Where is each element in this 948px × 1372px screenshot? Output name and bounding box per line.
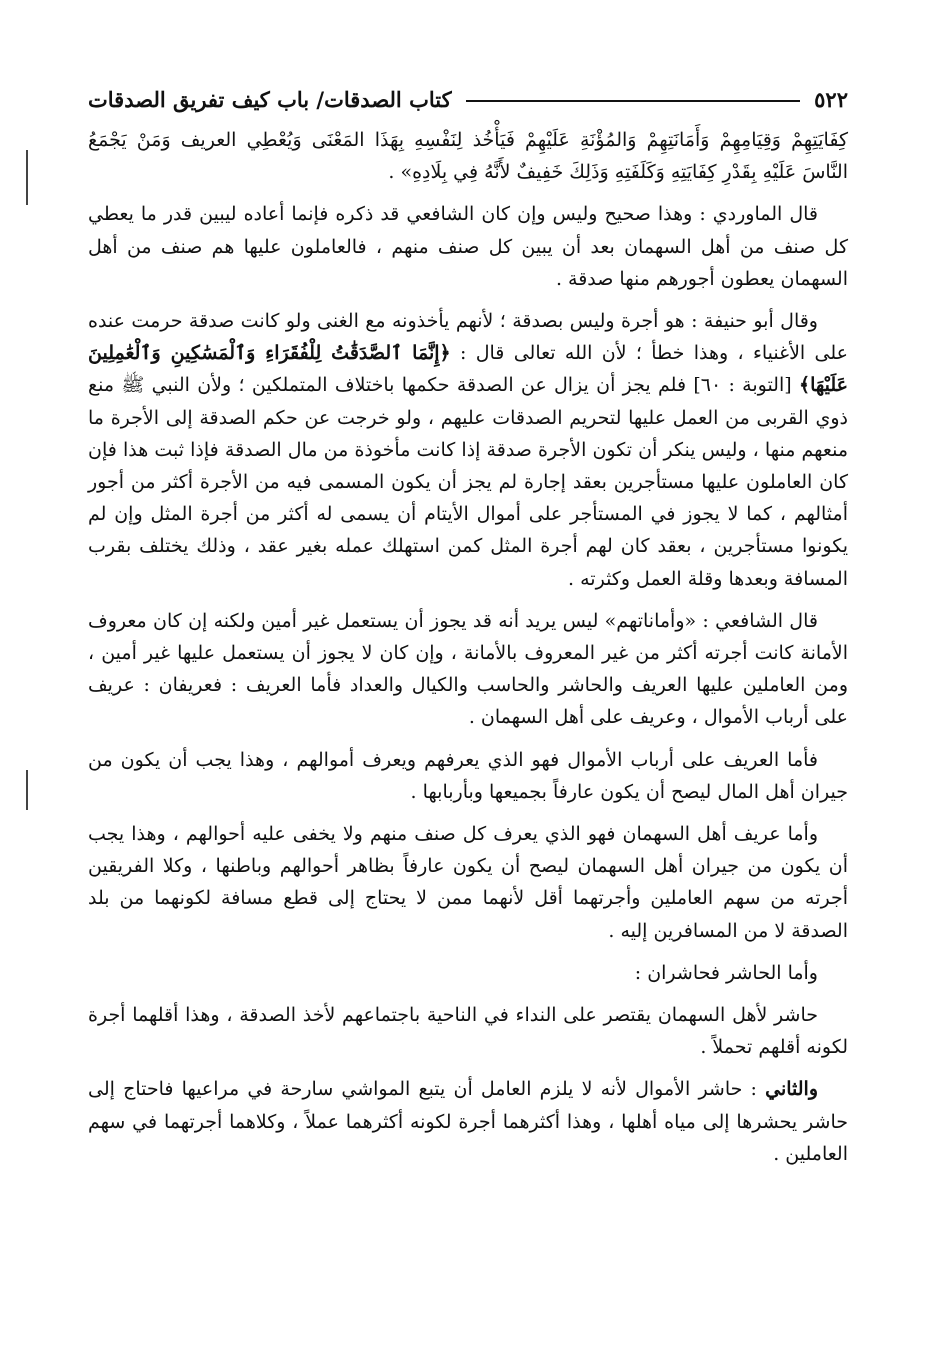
- chapter-title: كتاب الصدقات/ باب كيف تفريق الصدقات: [88, 87, 452, 112]
- paragraph-text: وأما الحاشر فحاشران :: [634, 961, 818, 984]
- paragraph-text: كِفَايَتِهِمْ وَقِيَامِهِمْ وَأَمَانَتِهِمْ وَالمُؤْنَةِ عَلَيْهِمْ فَيَأْخُذ لِنَفْسِهِ بِهَذَا المَعْنَى وَيُعْطِي العريف وَمَنْ يَجْمَعُ النَّاسَ عَلَيْهِ بِقَدْرِ كِفَايَتِهِ وَكَلَفَتِهِ وَذَلِكَ خَفِيفٌ لأَنَّهُ فِي بِلَادِهِ» .: [88, 129, 848, 184]
- paragraph-quote-continuation: [88, 124, 848, 188]
- paragraph-text: قال الماوردي : وهذا صحيح وليس وإن كان الشافعي قد ذكره فإنما أعاده ليبين قدر ما يعطي كل صنف من أهل السهمان بعد أن يبين كل صنف منهم ، فالعاملون عليها هم صنف من أهل السهمان يعطون أجورهم منها صدقة .: [88, 203, 848, 290]
- margin-mark: [26, 150, 28, 205]
- header-rule: [466, 100, 801, 102]
- book-page: [88, 72, 848, 1180]
- page-number: ٥٢٢: [814, 87, 848, 112]
- paragraph-arif-amwal: [88, 744, 848, 808]
- paragraph-text: [التوبة : ٦٠] فلم يجز أن يزال عن الصدقة حكمها باختلاف المتملكين ؛ ولأن النبي ﷺ منع ذوي القربى من العمل عليها لتحريم الصدقات عليهم ، ولو خرجت عن حكم الصدقة إلى الأجرة ما منعهم منها ، وليس ينكر أن تكون الأجرة صدقة إذا كانت مأخوذة من مال الصدقة فإذا ثبت هذا فإن كان العاملون عليها مستأجرين بعقد إجارة لم يجز أن يكون المسمى فيه من الأجرة أكثر من أجور أمثالهم ، كما لا يجوز في المستأجر على أموال الأيتام أن يسمى له أكثر من أجرة المثل وإن لم يكونوا مستأجرين ، بعقد كان لهم أجرة المثل كمن استهلك عمله بغير عقد ، وذلك يختلف بقرب المسافة وبعدها وقلة العمل وكثرته .: [88, 374, 848, 590]
- paragraph-text: وقال أبو حنيفة : هو أجرة وليس بصدقة ؛ لأنهم يأخذونه مع الغنى ولو كانت صدقة حرمت عنده على الأغنياء ، وهذا خطأ ؛ لأن الله تعالى قال :: [88, 310, 848, 365]
- paragraph-text: فأما العريف على أرباب الأموال فهو الذي يعرفهم ويعرف أموالهم ، وهذا يجب أن يكون من جيران أهل المال ليصح أن يكون عارفاً بجميعها وبأربابها .: [88, 748, 848, 803]
- paragraph-text: حاشر لأهل السهمان يقتصر على النداء في الناحية باجتماعهم لأخذ الصدقة ، وهذا أقلهما أجرة لكونه أقلهم تحملاً .: [88, 1004, 848, 1059]
- paragraph-hashir-first: [88, 999, 848, 1063]
- paragraph-hashir-second: [88, 1073, 848, 1170]
- paragraph-abu-hanifa: [88, 305, 848, 595]
- margin-mark: [26, 770, 28, 810]
- paragraph-lead-word: والثاني: [765, 1078, 818, 1101]
- paragraph-mawardi: [88, 198, 848, 295]
- paragraph-text: وأما عريف أهل السهمان فهو الذي يعرف كل صنف منهم ولا يخفى عليه أحوالهم ، وهذا يجب أن يكون من جيران أهل السهمان ليصح أن يكون عارفاً بظاهر أحوالهم وباطنها ، وكلا الفريقين أجرته من سهم العاملين وأجرتهما أقل لأنهما ممن لا يحتاج إلى قطع مسافة لكونهما من بلد الصدقة لا من المسافرين إليه .: [88, 823, 848, 942]
- running-header: [88, 72, 848, 112]
- paragraph-arif-sihman: [88, 818, 848, 947]
- paragraph-hashir-heading: [88, 957, 848, 989]
- body-text: [88, 124, 848, 1170]
- paragraph-text: : حاشر الأموال لأنه لا يلزم العامل أن يتبع المواشي سارحة في مراعيها فاحتاج إلى حاشر يحشرها إلى مياه أهلها ، وهذا أكثرهما أجرة لكونه أكثرهما عملاً ، وكلاهما أجرتهما في سهم العاملين .: [88, 1078, 848, 1165]
- quran-verse: ﴿إِنَّمَا ٱلصَّدَقَٰتُ لِلْفُقَرَاءِ وَٱلْمَسَٰكِينِ وَٱلْعَٰمِلِينَ عَلَيْهَا﴾: [88, 342, 848, 397]
- paragraph-text: قال الشافعي : «وأماناتهم» ليس يريد أنه قد يجوز أن يستعمل غير أمين ولكنه إن كان معروف الأمانة كانت أجرته أكثر من غير المعروف بالأمانة ، وإن كان لا يجوز أن يستعمل عليها غير أمين ، ومن العاملين عليها العريف والحاشر والحاسب والكيال والعداد فأما العريف : فعريفان : عريف على أرباب الأموال ، وعريف على أهل السهمان .: [88, 609, 848, 729]
- paragraph-shafii: [88, 605, 848, 734]
